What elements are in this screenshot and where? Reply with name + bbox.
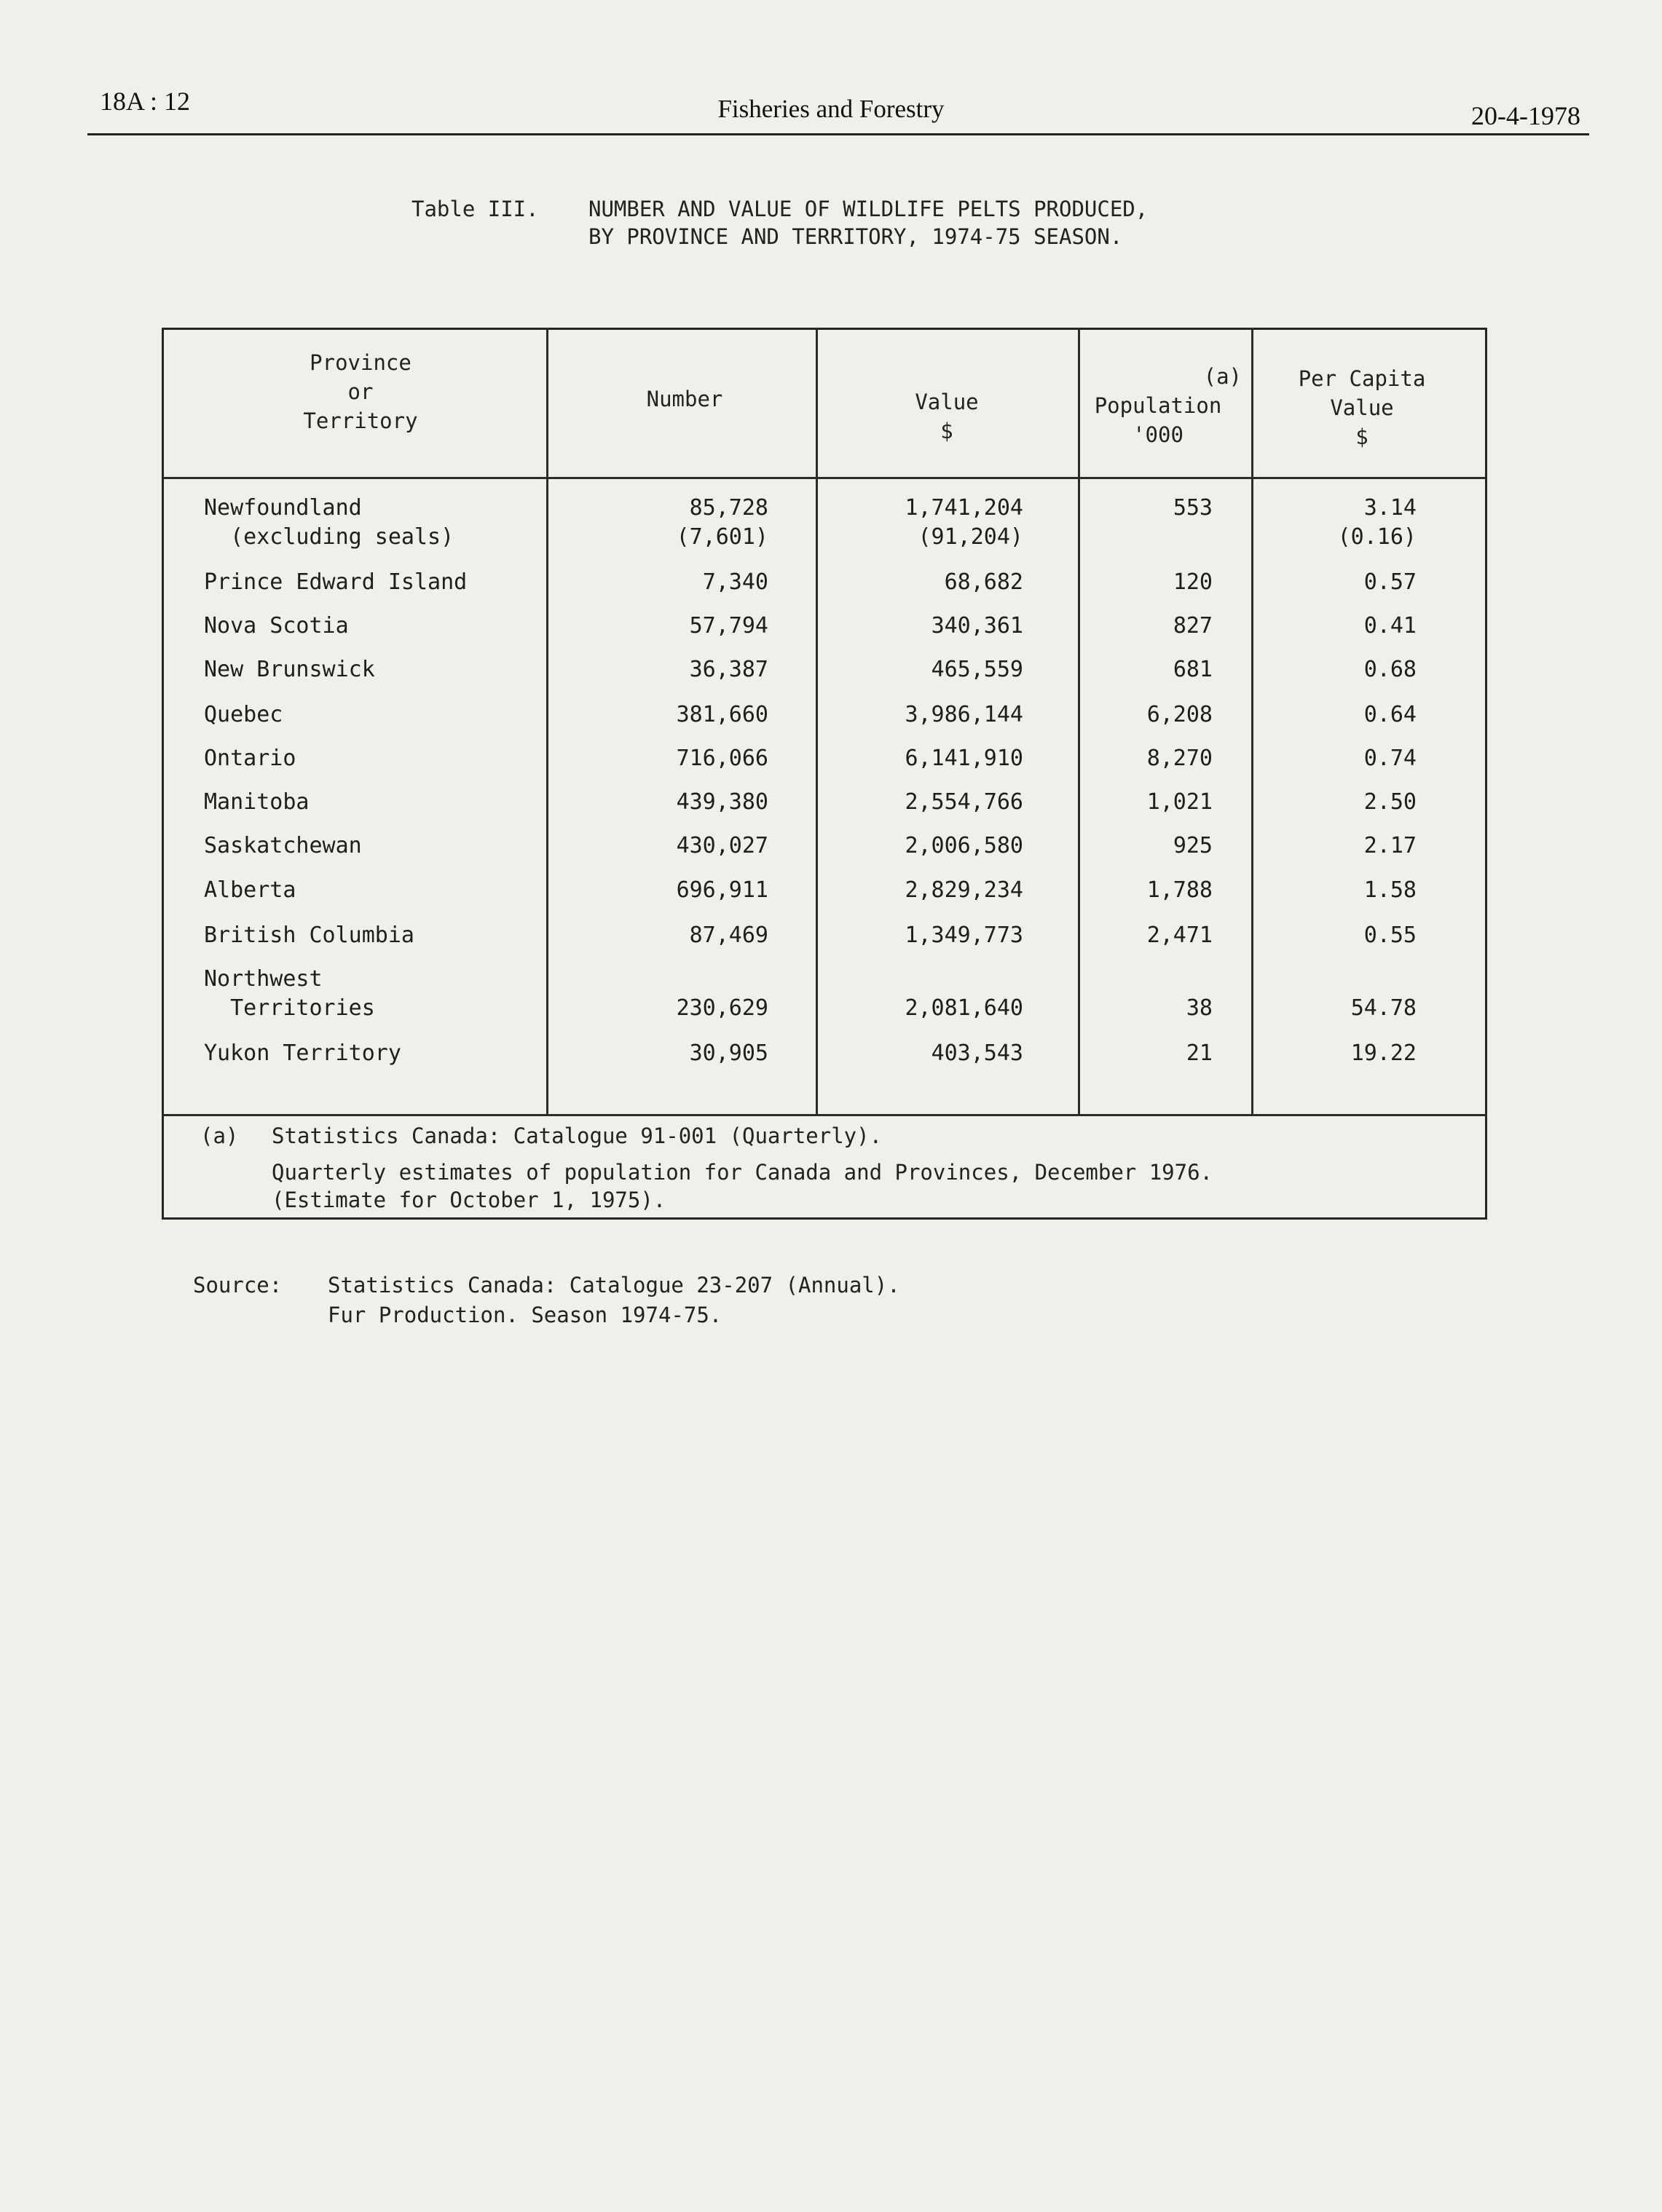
cell-per-capita: 0.41 [1363,613,1417,639]
cell-value: 1,349,773 [905,923,1023,948]
cell-number: (7,601) [676,524,768,550]
header-text: Value [1330,395,1394,420]
cell-per-capita: 3.14 [1363,495,1417,521]
caption-line-2: BY PROVINCE AND TERRITORY, 1974-75 SEASON. [588,224,1123,249]
cell-number: 30,905 [689,1040,768,1066]
header-text: Number [646,387,723,411]
cell-number: 85,728 [689,495,768,521]
cell-per-capita: (0.16) [1337,524,1417,550]
cell-province: Nova Scotia [204,613,349,639]
header-text: $ [1355,424,1368,449]
cell-value: 2,829,234 [905,877,1023,903]
header-rule [87,133,1589,135]
cell-value: 6,141,910 [905,746,1023,771]
footnote-line-1: Statistics Canada: Catalogue 91-001 (Quarterly). [272,1123,883,1148]
page-date: 20-4-1978 [1471,101,1580,130]
page-number: 18A : 12 [100,87,191,116]
caption-line-1: NUMBER AND VALUE OF WILDLIFE PELTS PRODUCED, [588,197,1149,221]
cell-value: 1,741,204 [905,495,1023,521]
header-number [583,384,787,414]
source-label: Source: [193,1273,283,1297]
cell-number: 57,794 [689,613,768,639]
caption-label: Table III. [411,197,539,221]
cell-province: Alberta [204,877,296,903]
footnote-divider [162,1114,1487,1116]
cell-population: 827 [1173,613,1213,639]
cell-population: 925 [1173,833,1213,858]
header-text: '000 [1133,422,1184,447]
header-text: Population [1094,393,1222,418]
cell-number: 87,469 [689,923,768,948]
column-divider [816,328,818,1114]
cell-number: 430,027 [676,833,768,858]
cell-population: 2,471 [1146,923,1213,948]
cell-province: Prince Edward Island [204,569,468,595]
cell-per-capita: 0.55 [1363,923,1417,948]
column-divider [546,328,548,1114]
column-divider [1251,328,1253,1114]
page-header [0,0,1662,146]
cell-province: (excluding seals) [204,524,454,550]
pelts-table [162,328,1487,1220]
footnote-line-2: Quarterly estimates of population for Canada and Provinces, December 1976. [272,1160,1213,1185]
cell-population: 1,021 [1146,789,1213,815]
cell-province: Quebec [204,702,283,727]
cell-number: 696,911 [676,877,768,903]
cell-per-capita: 0.64 [1363,702,1417,727]
cell-value: 2,006,580 [905,833,1023,858]
cell-number: 36,387 [689,657,768,682]
cell-province: Ontario [204,746,296,771]
cell-value: 2,554,766 [905,789,1023,815]
cell-province: Northwest [204,966,323,992]
cell-per-capita: 0.74 [1363,746,1417,771]
cell-population: 120 [1173,569,1213,595]
cell-number: 7,340 [702,569,768,595]
cell-population: 553 [1173,495,1213,521]
header-text: Territory [303,408,418,433]
cell-population: 38 [1186,995,1213,1021]
cell-number: 439,380 [676,789,768,815]
cell-province: Territories [204,995,375,1021]
cell-province: Saskatchewan [204,833,362,858]
cell-number: 716,066 [676,746,768,771]
header-text: or [347,379,374,404]
cell-number: 381,660 [676,702,768,727]
cell-value: 2,081,640 [905,995,1023,1021]
cell-province: Yukon Territory [204,1040,401,1066]
cell-number: 230,629 [676,995,768,1021]
cell-population: 1,788 [1146,877,1213,903]
cell-province: Newfoundland [204,495,362,521]
cell-value: 3,986,144 [905,702,1023,727]
header-province [240,348,481,435]
header-divider [162,477,1487,479]
cell-per-capita: 2.17 [1363,833,1417,858]
cell-per-capita: 54.78 [1350,995,1417,1021]
cell-per-capita: 1.58 [1363,877,1417,903]
cell-per-capita: 19.22 [1350,1040,1417,1066]
cell-province: New Brunswick [204,657,375,682]
source-line-1: Statistics Canada: Catalogue 23-207 (Annual). [328,1273,900,1297]
cell-population: 681 [1173,657,1213,682]
cell-per-capita: 0.57 [1363,569,1417,595]
header-text: Province [310,350,411,375]
cell-value: 465,559 [931,657,1023,682]
header-population-mark: (a) [1203,364,1242,389]
cell-per-capita: 0.68 [1363,657,1417,682]
cell-population: 6,208 [1146,702,1213,727]
cell-per-capita: 2.50 [1363,789,1417,815]
cell-value: 68,682 [944,569,1023,595]
cell-population: 21 [1186,1040,1213,1066]
header-text: Per Capita [1298,366,1426,391]
footnote-mark: (a) [200,1123,239,1148]
header-per-capita [1260,364,1464,451]
header-text: $ [940,419,953,443]
cell-value: (91,204) [918,524,1023,550]
footnote-line-3: (Estimate for October 1, 1975). [272,1188,666,1212]
page-title: Fisheries and Forestry [717,95,945,123]
cell-value: 340,361 [931,613,1023,639]
header-value [845,387,1049,446]
cell-population: 8,270 [1146,746,1213,771]
header-population [1071,391,1245,449]
cell-value: 403,543 [931,1040,1023,1066]
cell-province: British Columbia [204,923,414,948]
cell-province: Manitoba [204,789,310,815]
source-line-2: Fur Production. Season 1974-75. [328,1303,722,1327]
header-text: Value [915,390,979,414]
